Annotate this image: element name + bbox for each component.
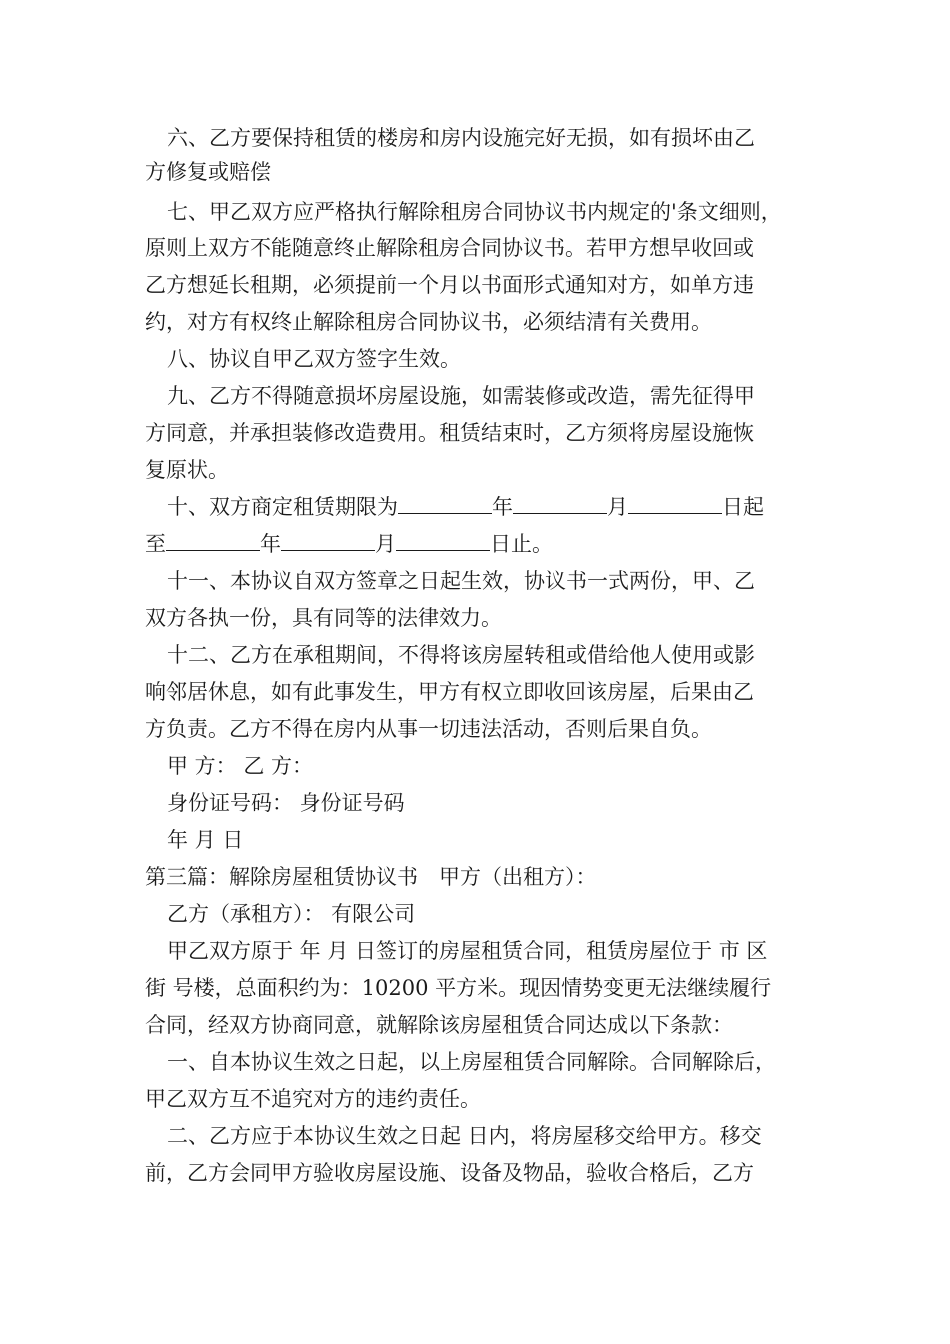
paragraph-line: 九、乙方不得随意损坏房屋设施，如需装修或改造，需先征得甲 bbox=[167, 384, 755, 408]
paragraph-line: 一、自本协议生效之日起，以上房屋租赁合同解除。合同解除后， bbox=[167, 1050, 776, 1074]
term-year-label: 年 bbox=[492, 495, 513, 519]
term-day-to-label: 日止。 bbox=[490, 532, 553, 556]
paragraph-line: 方同意，并承担装修改造费用。租赁结束时，乙方须将房屋设施恢 bbox=[145, 421, 754, 445]
paragraph-line: 前，乙方会同甲方验收房屋设施、设备及物品，验收合格后，乙方 bbox=[145, 1161, 754, 1185]
paragraph-line: 七、甲乙双方应严格执行解除租房合同协议书内规定的'条文细则， bbox=[167, 200, 782, 224]
section-heading: 第三篇：解除房屋租赁协议书 甲方（出租方）： bbox=[145, 865, 597, 889]
blank-line bbox=[281, 532, 375, 551]
paragraph-line: 方修复或赔偿 bbox=[145, 160, 271, 184]
signature-parties: 甲 方： 乙 方： bbox=[167, 754, 314, 778]
paragraph-line: 十一、本协议自双方签章之日起生效，协议书一式两份，甲、乙 bbox=[167, 569, 755, 593]
paragraph-line: 方负责。乙方不得在房内从事一切违法活动，否则后果自负。 bbox=[145, 717, 712, 741]
blank-line bbox=[396, 532, 490, 551]
term-day-from-label: 日起 bbox=[722, 495, 764, 519]
term-month-label: 月 bbox=[607, 495, 628, 519]
paragraph-line: 十二、乙方在承租期间，不得将该房屋转租或借给他人使用或影 bbox=[167, 643, 755, 667]
paragraph-line: 合同，经双方协商同意，就解除该房屋租赁合同达成以下条款： bbox=[145, 1013, 733, 1037]
date-labels: 年 月 日 bbox=[167, 828, 244, 852]
paragraph-line: 甲乙双方互不追究对方的违约责任。 bbox=[145, 1087, 481, 1111]
paragraph-line: 二、乙方应于本协议生效之日起 日内，将房屋移交给甲方。移交 bbox=[167, 1124, 762, 1148]
paragraph-line: 甲乙双方原于 年 月 日签订的房屋租赁合同，租赁房屋位于 市 区 bbox=[167, 939, 768, 963]
paragraph-line: 双方各执一份，具有同等的法律效力。 bbox=[145, 606, 502, 630]
paragraph-line: 原则上双方不能随意终止解除租房合同协议书。若甲方想早收回或 bbox=[145, 236, 754, 260]
party-b-line: 乙方（承租方）： 有限公司 bbox=[167, 902, 416, 926]
paragraph-line: 街 号楼，总面积约为：10200 平方米。现因情势变更无法继续履行 bbox=[145, 976, 772, 1000]
paragraph-line: 响邻居休息，如有此事发生，甲方有权立即收回该房屋，后果由乙 bbox=[145, 680, 754, 704]
paragraph-line: 六、乙方要保持租赁的楼房和房内设施完好无损，如有损坏由乙 bbox=[167, 126, 755, 150]
blank-line bbox=[166, 532, 260, 551]
id-number-labels: 身份证号码： 身份证号码 bbox=[167, 791, 405, 815]
term-year-label: 年 bbox=[260, 532, 281, 556]
paragraph-line: 乙方想延长租期，必须提前一个月以书面形式通知对方，如单方违 bbox=[145, 273, 754, 297]
paragraph-line: 八、协议自甲乙双方签字生效。 bbox=[167, 347, 461, 371]
term-prefix: 十、双方商定租赁期限为 bbox=[167, 495, 398, 519]
paragraph-line: 复原状。 bbox=[145, 458, 229, 482]
blank-line bbox=[513, 495, 607, 514]
term-month-label: 月 bbox=[375, 532, 396, 556]
term-line-1 bbox=[167, 495, 867, 519]
blank-line bbox=[628, 495, 722, 514]
term-to-prefix: 至 bbox=[145, 532, 166, 556]
paragraph-line: 约，对方有权终止解除租房合同协议书，必须结清有关费用。 bbox=[145, 310, 712, 334]
term-line-2 bbox=[145, 532, 845, 556]
blank-line bbox=[398, 495, 492, 514]
